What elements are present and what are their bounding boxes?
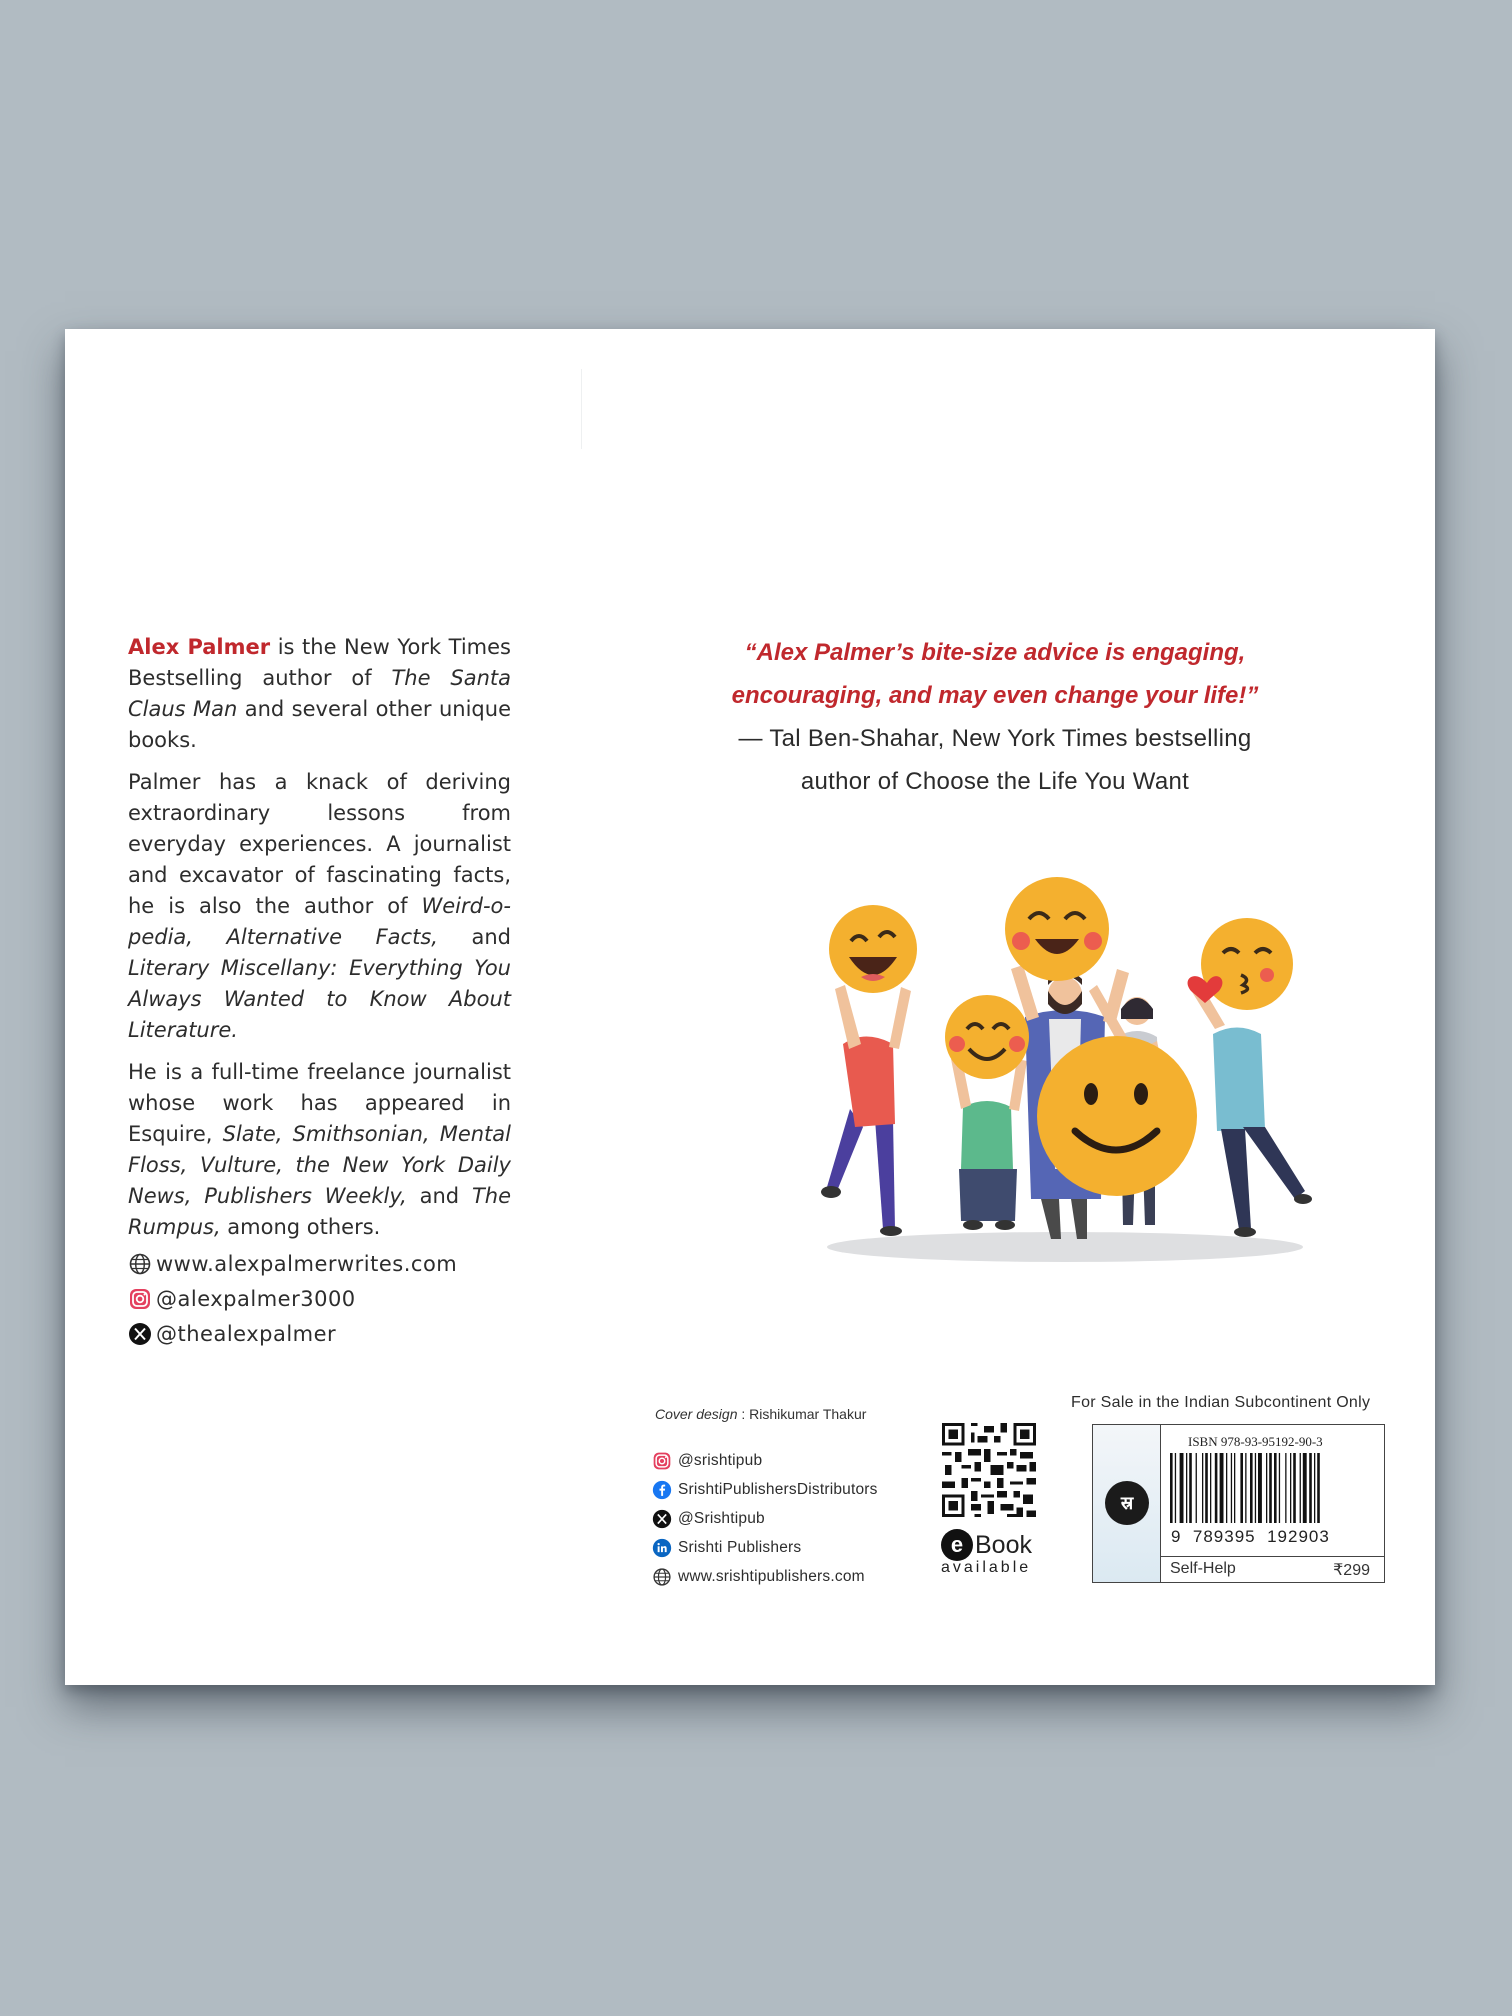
bio-text: among others. — [220, 1215, 381, 1239]
barcode-bar — [1205, 1453, 1208, 1523]
quote-attribution-1: — Tal Ben-Shahar, New York Times bestselling — [738, 725, 1252, 752]
book-title: Alternative Facts, — [226, 925, 438, 949]
bio-text: Palmer has a knack of deriving extraordinary lessons from everyday experiences. A journalist and excavator of fascinating facts, he is also the author of — [128, 770, 511, 918]
ebook-e-icon: e — [941, 1529, 973, 1561]
barcode-bar — [1250, 1453, 1253, 1523]
barcode-digits: 9 789395 192903 — [1171, 1527, 1330, 1546]
publication-title: The Rumpus, — [128, 1184, 512, 1239]
barcode-bar — [1202, 1453, 1203, 1523]
emoji-people-illustration — [765, 869, 1345, 1269]
linkedin-page: Srishti Publishers — [678, 1538, 802, 1556]
barcode-bar — [1245, 1453, 1246, 1523]
bio-text: and several other unique books. — [128, 697, 511, 752]
cover-design-label: Cover design — [655, 1406, 738, 1422]
emoji-kissing-icon — [1188, 918, 1293, 1010]
bio-text: He is a full-time freelance journalist whose work has appeared in Esquire, — [128, 1060, 511, 1146]
book-title: Literary Miscellany: Everything You Always Wanted to Know About Literature. — [128, 956, 511, 1042]
barcode-bar — [1215, 1453, 1218, 1523]
barcode-bar — [1300, 1453, 1301, 1523]
ebook-available-badge — [941, 1529, 1061, 1577]
cover-design-credit — [655, 1406, 866, 1422]
x-handle: @Srishtipub — [678, 1509, 765, 1527]
publisher-website-link[interactable] — [652, 1562, 942, 1591]
publisher-links — [652, 1446, 942, 1591]
barcode-bar — [1279, 1453, 1280, 1523]
author-instagram-link[interactable] — [128, 1281, 548, 1316]
globe-icon — [652, 1567, 672, 1587]
barcode-bar — [1314, 1453, 1315, 1523]
bio-text: and — [406, 1184, 472, 1208]
barcode-bar — [1303, 1453, 1307, 1523]
book-title: The Santa Claus Man — [128, 666, 511, 721]
ebook-word: Book — [975, 1530, 1032, 1559]
x-handle: @thealexpalmer — [156, 1321, 337, 1346]
publisher-logo: स्र — [1105, 1481, 1149, 1525]
sale-region-note: For Sale in the Indian Subcontinent Only — [1071, 1394, 1371, 1411]
barcode-bar — [1293, 1453, 1296, 1523]
bio-paragraph-1 — [128, 632, 511, 756]
author-x-link[interactable] — [128, 1316, 548, 1351]
cover-designer-name: Rishikumar Thakur — [749, 1406, 867, 1422]
barcode-bar — [1285, 1453, 1286, 1523]
barcode-bar — [1234, 1453, 1235, 1523]
barcode — [1168, 1453, 1374, 1527]
barcode-bar — [1290, 1453, 1291, 1523]
quote-line-2: encouraging, and may even change your life!” — [731, 682, 1259, 709]
qr-code[interactable] — [942, 1423, 1036, 1517]
facebook-page: SrishtiPublishersDistributors — [678, 1480, 878, 1498]
website-text: www.srishtipublishers.com — [678, 1567, 865, 1585]
globe-icon — [128, 1252, 152, 1276]
separator: : — [737, 1406, 750, 1422]
person-green-shirt — [951, 1055, 1027, 1230]
quote-line-1: “Alex Palmer’s bite-size advice is engaging, — [744, 639, 1246, 666]
publication-list: Slate, Smithsonian, Mental Floss, Vulture, the New York Daily News, Publishers Weekly, — [128, 1122, 511, 1208]
barcode-bar — [1180, 1453, 1184, 1523]
ebook-row — [941, 1529, 1061, 1561]
ebook-available-text: available — [941, 1559, 1032, 1576]
author-name: Alex Palmer — [128, 635, 271, 659]
barcode-bar — [1317, 1453, 1320, 1523]
publisher-logo-strip — [1093, 1425, 1161, 1582]
divider — [581, 369, 582, 449]
publisher-linkedin-link[interactable] — [652, 1533, 942, 1562]
barcode-bar — [1175, 1453, 1176, 1523]
bio-text: and — [437, 925, 511, 949]
barcode-bar — [1309, 1453, 1312, 1523]
publisher-facebook-link[interactable] — [652, 1475, 942, 1504]
publisher-x-link[interactable] — [652, 1504, 942, 1533]
quote-attribution-2: author of Choose the Life You Want — [800, 768, 1190, 795]
barcode-bar — [1266, 1453, 1267, 1523]
barcode-bar — [1255, 1453, 1256, 1523]
barcode-bar — [1170, 1453, 1173, 1523]
barcode-footer — [1160, 1556, 1384, 1583]
author-bio — [128, 632, 511, 1254]
facebook-icon — [652, 1480, 672, 1500]
barcode-bar — [1196, 1453, 1197, 1523]
website-text: www.alexpalmerwrites.com — [156, 1251, 458, 1276]
emoji-smiling-small-icon — [945, 995, 1029, 1079]
bio-paragraph-2 — [128, 767, 511, 1046]
x-icon — [128, 1322, 152, 1346]
endorsement-quote — [665, 631, 1325, 803]
instagram-handle: @srishtipub — [678, 1451, 763, 1469]
barcode-bar — [1269, 1453, 1272, 1523]
person-teal-shirt — [1189, 981, 1312, 1237]
emoji-blushing-icon — [1005, 877, 1109, 981]
barcode-bar — [1226, 1453, 1227, 1523]
barcode-bar — [1240, 1453, 1243, 1523]
bio-text: is the New York Times Bestselling author of — [128, 635, 511, 690]
emoji-laughing-icon — [829, 905, 917, 993]
x-icon — [652, 1509, 672, 1529]
person-red-shirt — [821, 985, 911, 1236]
instagram-handle: @alexpalmer3000 — [156, 1286, 356, 1311]
isbn-text: ISBN 978-93-95192-90-3 — [1188, 1434, 1323, 1449]
barcode-bar — [1258, 1453, 1262, 1523]
isbn-barcode-box — [1092, 1424, 1385, 1583]
price-label: ₹299 — [1333, 1562, 1370, 1579]
genre-label: Self-Help — [1170, 1560, 1236, 1577]
emoji-smiling-large-icon — [1037, 1036, 1197, 1196]
barcode-bar — [1220, 1453, 1224, 1523]
instagram-icon — [128, 1287, 152, 1311]
instagram-icon — [652, 1451, 672, 1471]
bio-paragraph-3 — [128, 1057, 511, 1243]
barcode-bar — [1186, 1453, 1187, 1523]
book-title: Weird-o-pedia, — [128, 894, 511, 949]
author-links — [128, 1246, 548, 1351]
author-website-link[interactable] — [128, 1246, 548, 1281]
book-back-cover — [65, 329, 1435, 1685]
publisher-instagram-link[interactable] — [652, 1446, 942, 1475]
barcode-bar — [1274, 1453, 1277, 1523]
barcode-bar — [1231, 1453, 1232, 1523]
linkedin-icon — [652, 1538, 672, 1558]
barcode-bar — [1189, 1453, 1192, 1523]
barcode-bar — [1210, 1453, 1211, 1523]
